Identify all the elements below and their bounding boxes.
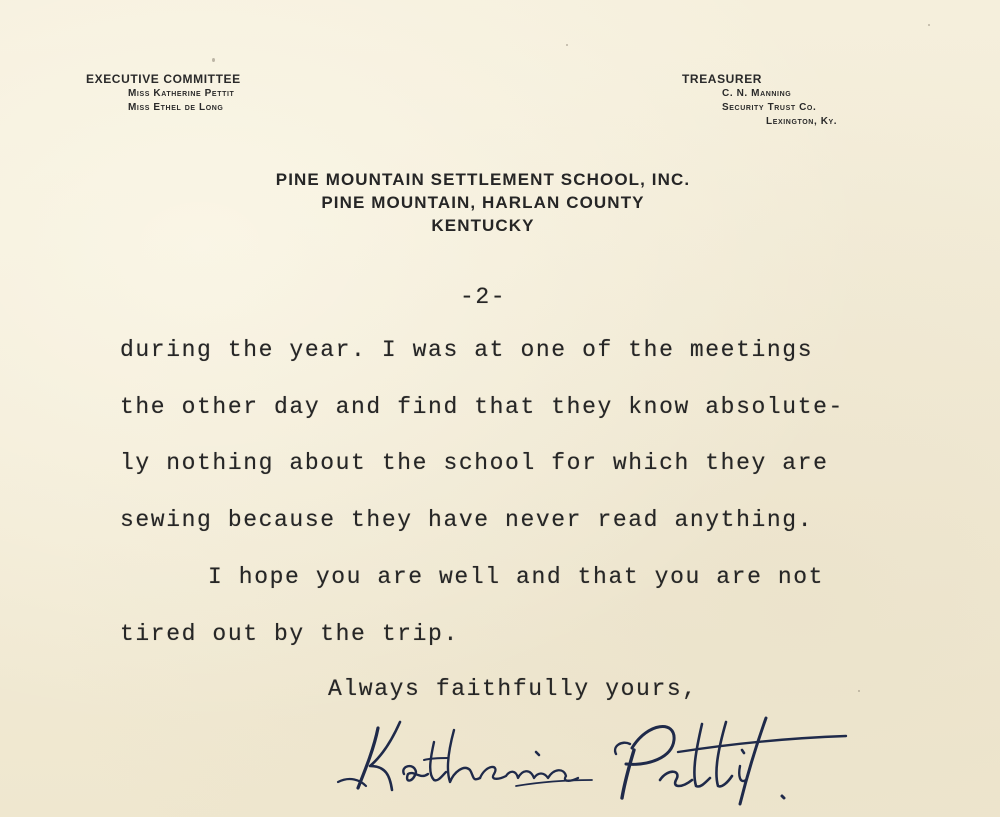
body-line: tired out by the trip. [120,621,459,647]
paper-speck [928,24,930,26]
treasurer-title: TREASURER [682,72,763,86]
treasurer-block [682,72,837,129]
paper-speck [566,44,568,46]
school-name: PINE MOUNTAIN SETTLEMENT SCHOOL, INC. [275,170,691,189]
executive-committee-title: EXECUTIVE COMMITTEE [86,72,241,86]
page-number: -2- [460,284,507,310]
body-line: during the year. I was at one of the meetings [120,337,814,363]
handwritten-signature [330,700,860,810]
school-location: PINE MOUNTAIN, HARLAN COUNTY [321,193,645,212]
paper-speck [212,58,215,62]
treasurer-city: Lexington, Ky. [766,116,838,127]
treasurer-company: Security Trust Co. [722,102,817,113]
school-state: KENTUCKY [431,216,535,235]
treasurer-name: C. N. Manning [722,88,792,99]
paper-speck [858,690,860,692]
school-header [200,168,766,237]
committee-member: Miss Ethel de Long [128,102,224,113]
body-line: I hope you are well and that you are not [208,564,825,590]
body-line: sewing because they have never read anything. [120,507,814,533]
closing-line: Always faithfully yours, [328,676,698,702]
committee-member: Miss Katherine Pettit [128,88,235,99]
body-line: the other day and find that they know absolute- [120,394,844,420]
body-line: ly nothing about the school for which they are [120,450,829,476]
executive-committee-block [86,72,241,115]
